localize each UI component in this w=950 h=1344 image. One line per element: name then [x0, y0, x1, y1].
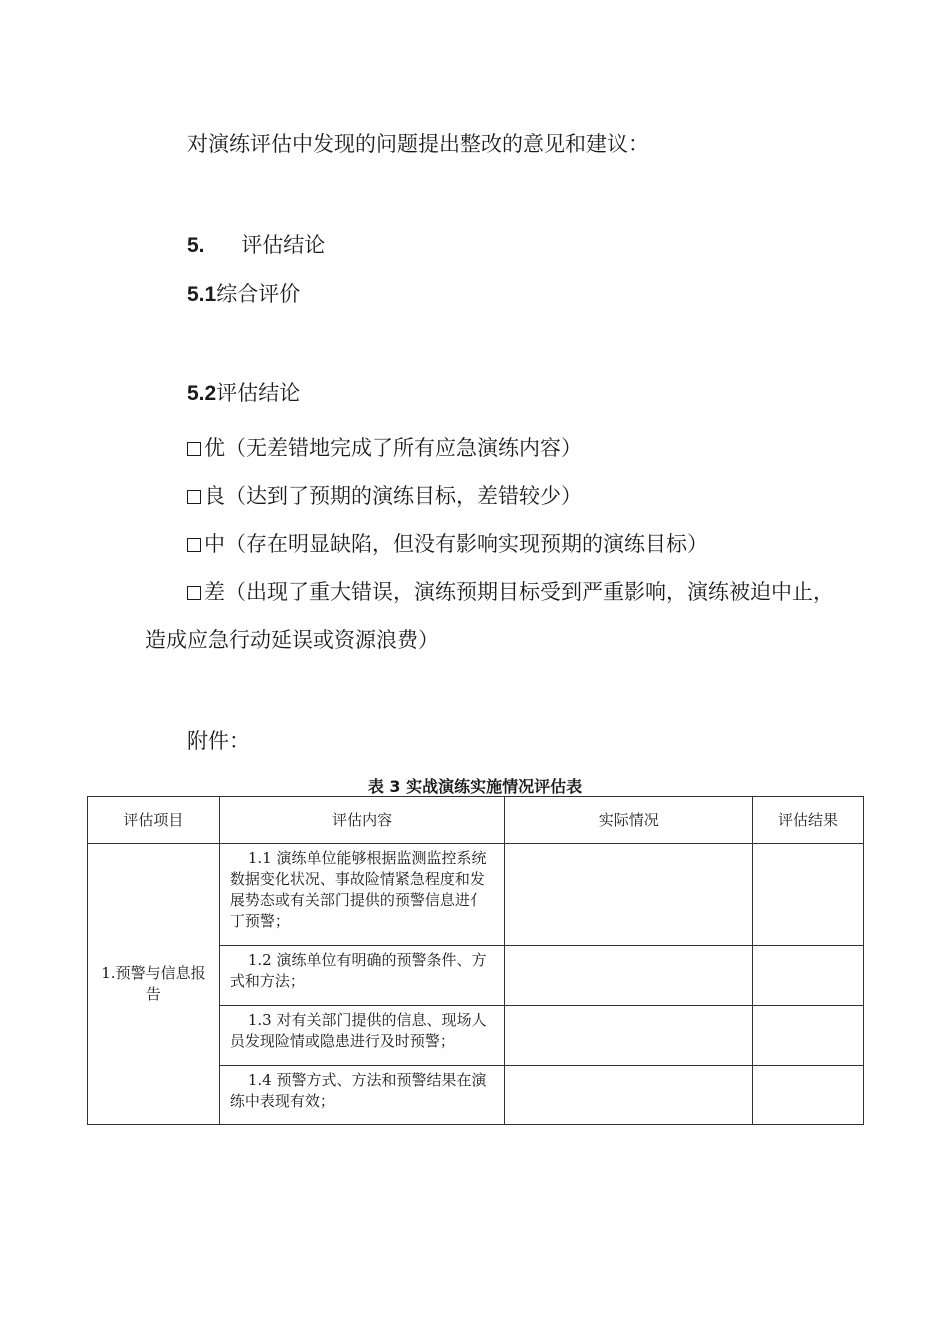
intro-line: 对演练评估中发现的问题提出整改的意见和建议：: [187, 132, 649, 156]
option-label: 优（无差错地完成了所有应急演练内容）: [204, 436, 582, 460]
header-cell: 实际情况: [505, 797, 753, 844]
section-5-heading: [187, 231, 325, 260]
subsection-number: 5.2: [187, 382, 217, 405]
actual-cell[interactable]: [505, 1066, 753, 1125]
option-fair: [187, 530, 708, 558]
result-cell[interactable]: [753, 1066, 864, 1125]
option-poor-continuation: 造成应急行动延误或资源浪费）: [145, 628, 439, 652]
checkbox-icon[interactable]: [187, 490, 201, 504]
subsection-5-2-heading: [187, 379, 300, 408]
subsection-number: 5.1: [187, 283, 217, 306]
content-cell: 1.1 演练单位能够根据监测监控系统数据变化状况、事故险情紧急程度和发展势态或有关部门提供的预警信息进亻丁预警；: [219, 844, 505, 946]
table-row: [88, 844, 864, 946]
checkbox-icon[interactable]: [187, 586, 201, 600]
section-title: 评估结论: [241, 233, 326, 257]
checkbox-icon[interactable]: [187, 538, 201, 552]
actual-cell[interactable]: [505, 946, 753, 1006]
option-label: 差（出现了重大错误，演练预期目标受到严重影响，演练被迫中止，: [204, 580, 834, 604]
subsection-title: 综合评价: [216, 282, 301, 306]
subsection-5-1-heading: [187, 280, 300, 309]
content-cell: 1.4 预警方式、方法和预警结果在演练中表现有效；: [219, 1066, 505, 1125]
header-cell: 评估项目: [88, 797, 220, 844]
option-label: 良（达到了预期的演练目标，差错较少）: [204, 484, 582, 508]
table-caption: 表 3 实战演练实施情况评估表: [367, 777, 583, 796]
evaluation-table: [87, 796, 864, 1125]
category-cell: 1.预警与信息报告: [88, 844, 220, 1125]
actual-cell[interactable]: [505, 844, 753, 946]
header-cell: 评估内容: [219, 797, 505, 844]
header-cell: 评估结果: [753, 797, 864, 844]
content-cell: 1.2 演练单位有明确的预警条件、方式和方法；: [219, 946, 505, 1006]
option-poor: [187, 578, 834, 606]
content-cell: 1.3 对有关部门提供的信息、现场人员发现险情或隐患进行及时预警；: [219, 1006, 505, 1066]
result-cell[interactable]: [753, 1006, 864, 1066]
attachment-label: 附件：: [187, 729, 250, 753]
actual-cell[interactable]: [505, 1006, 753, 1066]
option-label: 中（存在明显缺陷，但没有影响实现预期的演练目标）: [204, 532, 708, 556]
result-cell[interactable]: [753, 946, 864, 1006]
subsection-title: 评估结论: [216, 381, 301, 405]
section-number: 5.: [187, 234, 205, 257]
table-header-row: [88, 797, 864, 844]
option-excellent: [187, 434, 582, 462]
checkbox-icon[interactable]: [187, 442, 201, 456]
result-cell[interactable]: [753, 844, 864, 946]
option-good: [187, 482, 582, 510]
